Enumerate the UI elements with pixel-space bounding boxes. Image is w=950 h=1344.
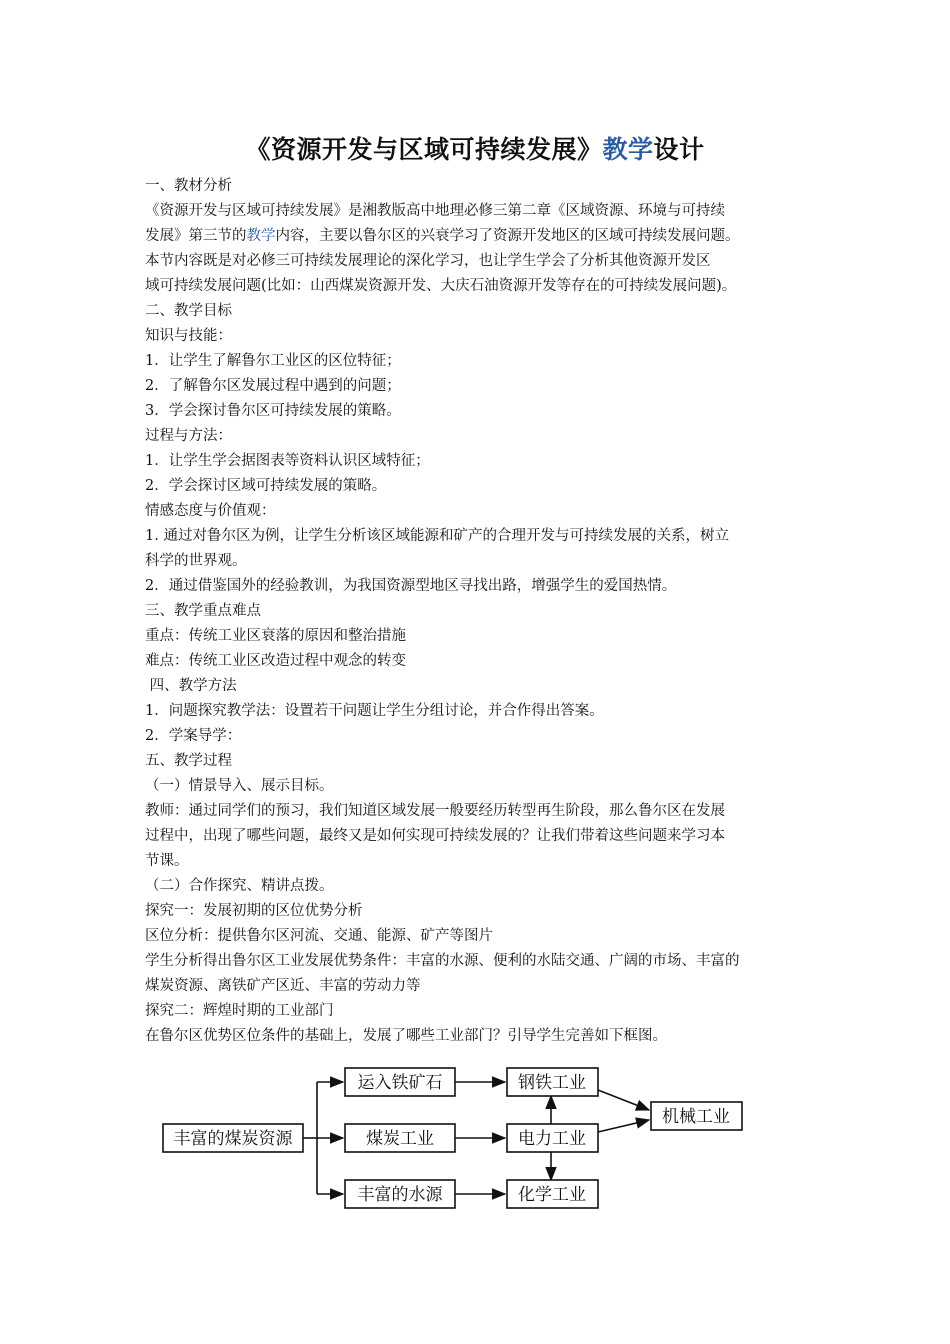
text-line: 探究一：发展初期的区位优势分析 (145, 903, 363, 919)
text-segment: 内容，主要以鲁尔区的兴衰学习了资源开发地区的区域可持续发展问题。 (275, 228, 740, 244)
text-line: 1．问题探究教学法：设置若干问题让学生分组讨论，并合作得出答案。 (145, 703, 604, 719)
text-line (145, 224, 825, 249)
label-machinery: 机械工业 (662, 1107, 730, 1127)
text-line: 节课。 (145, 853, 189, 869)
text-line: 2．通过借鉴国外的经验教训，为我国资源型地区寻找出路，增强学生的爱国热情。 (145, 578, 677, 594)
text-line: 《资源开发与区域可持续发展》是湘教版高中地理必修三第二章《区域资源、环境与可持续 (145, 203, 725, 219)
text-line: 一、教材分析 (145, 178, 232, 194)
text-line: 1. 通过对鲁尔区为例，让学生分析该区域能源和矿产的合理开发与可持续发展的关系，树立 (145, 528, 729, 544)
industry-flow-diagram (155, 1062, 795, 1222)
text-line: 本节内容既是对必修三可持续发展理论的深化学习，也让学生学会了分析其他资源开发区 (145, 253, 711, 269)
text-line: 科学的世界观。 (145, 553, 247, 569)
text-line: 重点：传统工业区衰落的原因和整治措施 (145, 628, 406, 644)
text-line: 探究二：辉煌时期的工业部门 (145, 1003, 334, 1019)
page-title (0, 133, 950, 167)
text-line: 教师：通过同学们的预习，我们知道区域发展一般要经历转型再生阶段，那么鲁尔区在发展 (145, 803, 725, 819)
text-line: （一）情景导入、展示目标。 (145, 778, 334, 794)
title-part3: 设计 (653, 135, 705, 164)
text-line: 过程中，出现了哪些问题，最终又是如何实现可持续发展的？让我们带着这些问题来学习本 (145, 828, 725, 844)
text-line: 2．了解鲁尔区发展过程中遇到的问题； (145, 378, 401, 394)
label-iron-ore: 运入铁矿石 (357, 1073, 443, 1093)
section-heading: 五、教学过程 (145, 753, 232, 769)
text-line: 域可持续发展问题(比如：山西煤炭资源开发、大庆石油资源开发等存在的可持续发展问题)。 (145, 278, 737, 294)
text-line: （二）合作探究、精讲点拨。 (145, 878, 334, 894)
text-line: 1．让学生了解鲁尔工业区的区位特征； (145, 353, 401, 369)
label-chemical: 化学工业 (518, 1185, 586, 1205)
text-line: 在鲁尔区优势区位条件的基础上，发展了哪些工业部门？引导学生完善如下框图。 (145, 1028, 667, 1044)
label-water: 丰富的水源 (357, 1185, 443, 1205)
section-heading: 四、教学方法 (145, 678, 237, 694)
link-jiaoxue[interactable]: 教学 (246, 228, 276, 244)
text-line: 知识与技能： (145, 328, 232, 344)
text-line: 区位分析：提供鲁尔区河流、交通、能源、矿产等图片 (145, 928, 493, 944)
title-link-jiaoxue[interactable]: 教学 (602, 135, 654, 164)
title-part1: 《资源开发与区域可持续发展》 (245, 135, 603, 164)
text-line: 2．学会探讨区域可持续发展的策略。 (145, 478, 387, 494)
text-segment: 发展》第三节的 (145, 228, 247, 244)
label-steel: 钢铁工业 (518, 1073, 586, 1093)
text-line: 3．学会探讨鲁尔区可持续发展的策略。 (145, 403, 401, 419)
label-coal-industry: 煤炭工业 (366, 1129, 434, 1149)
text-line: 1．让学生学会据图表等资料认识区域特征； (145, 453, 430, 469)
text-line: 2．学案导学： (145, 728, 242, 744)
text-line: 情感态度与价值观： (145, 503, 276, 519)
label-source: 丰富的煤炭资源 (173, 1129, 293, 1149)
label-power: 电力工业 (518, 1129, 586, 1149)
section-heading: 二、教学目标 (145, 303, 232, 319)
text-line: 学生分析得出鲁尔区工业发展优势条件：丰富的水源、便利的水陆交通、广阔的市场、丰富的 (145, 953, 740, 969)
document-body (145, 174, 825, 1049)
text-line: 过程与方法： (145, 428, 232, 444)
section-heading: 三、教学重点难点 (145, 603, 261, 619)
text-line: 煤炭资源、离铁矿产区近、丰富的劳动力等 (145, 978, 421, 994)
text-line: 难点：传统工业区改造过程中观念的转变 (145, 653, 406, 669)
